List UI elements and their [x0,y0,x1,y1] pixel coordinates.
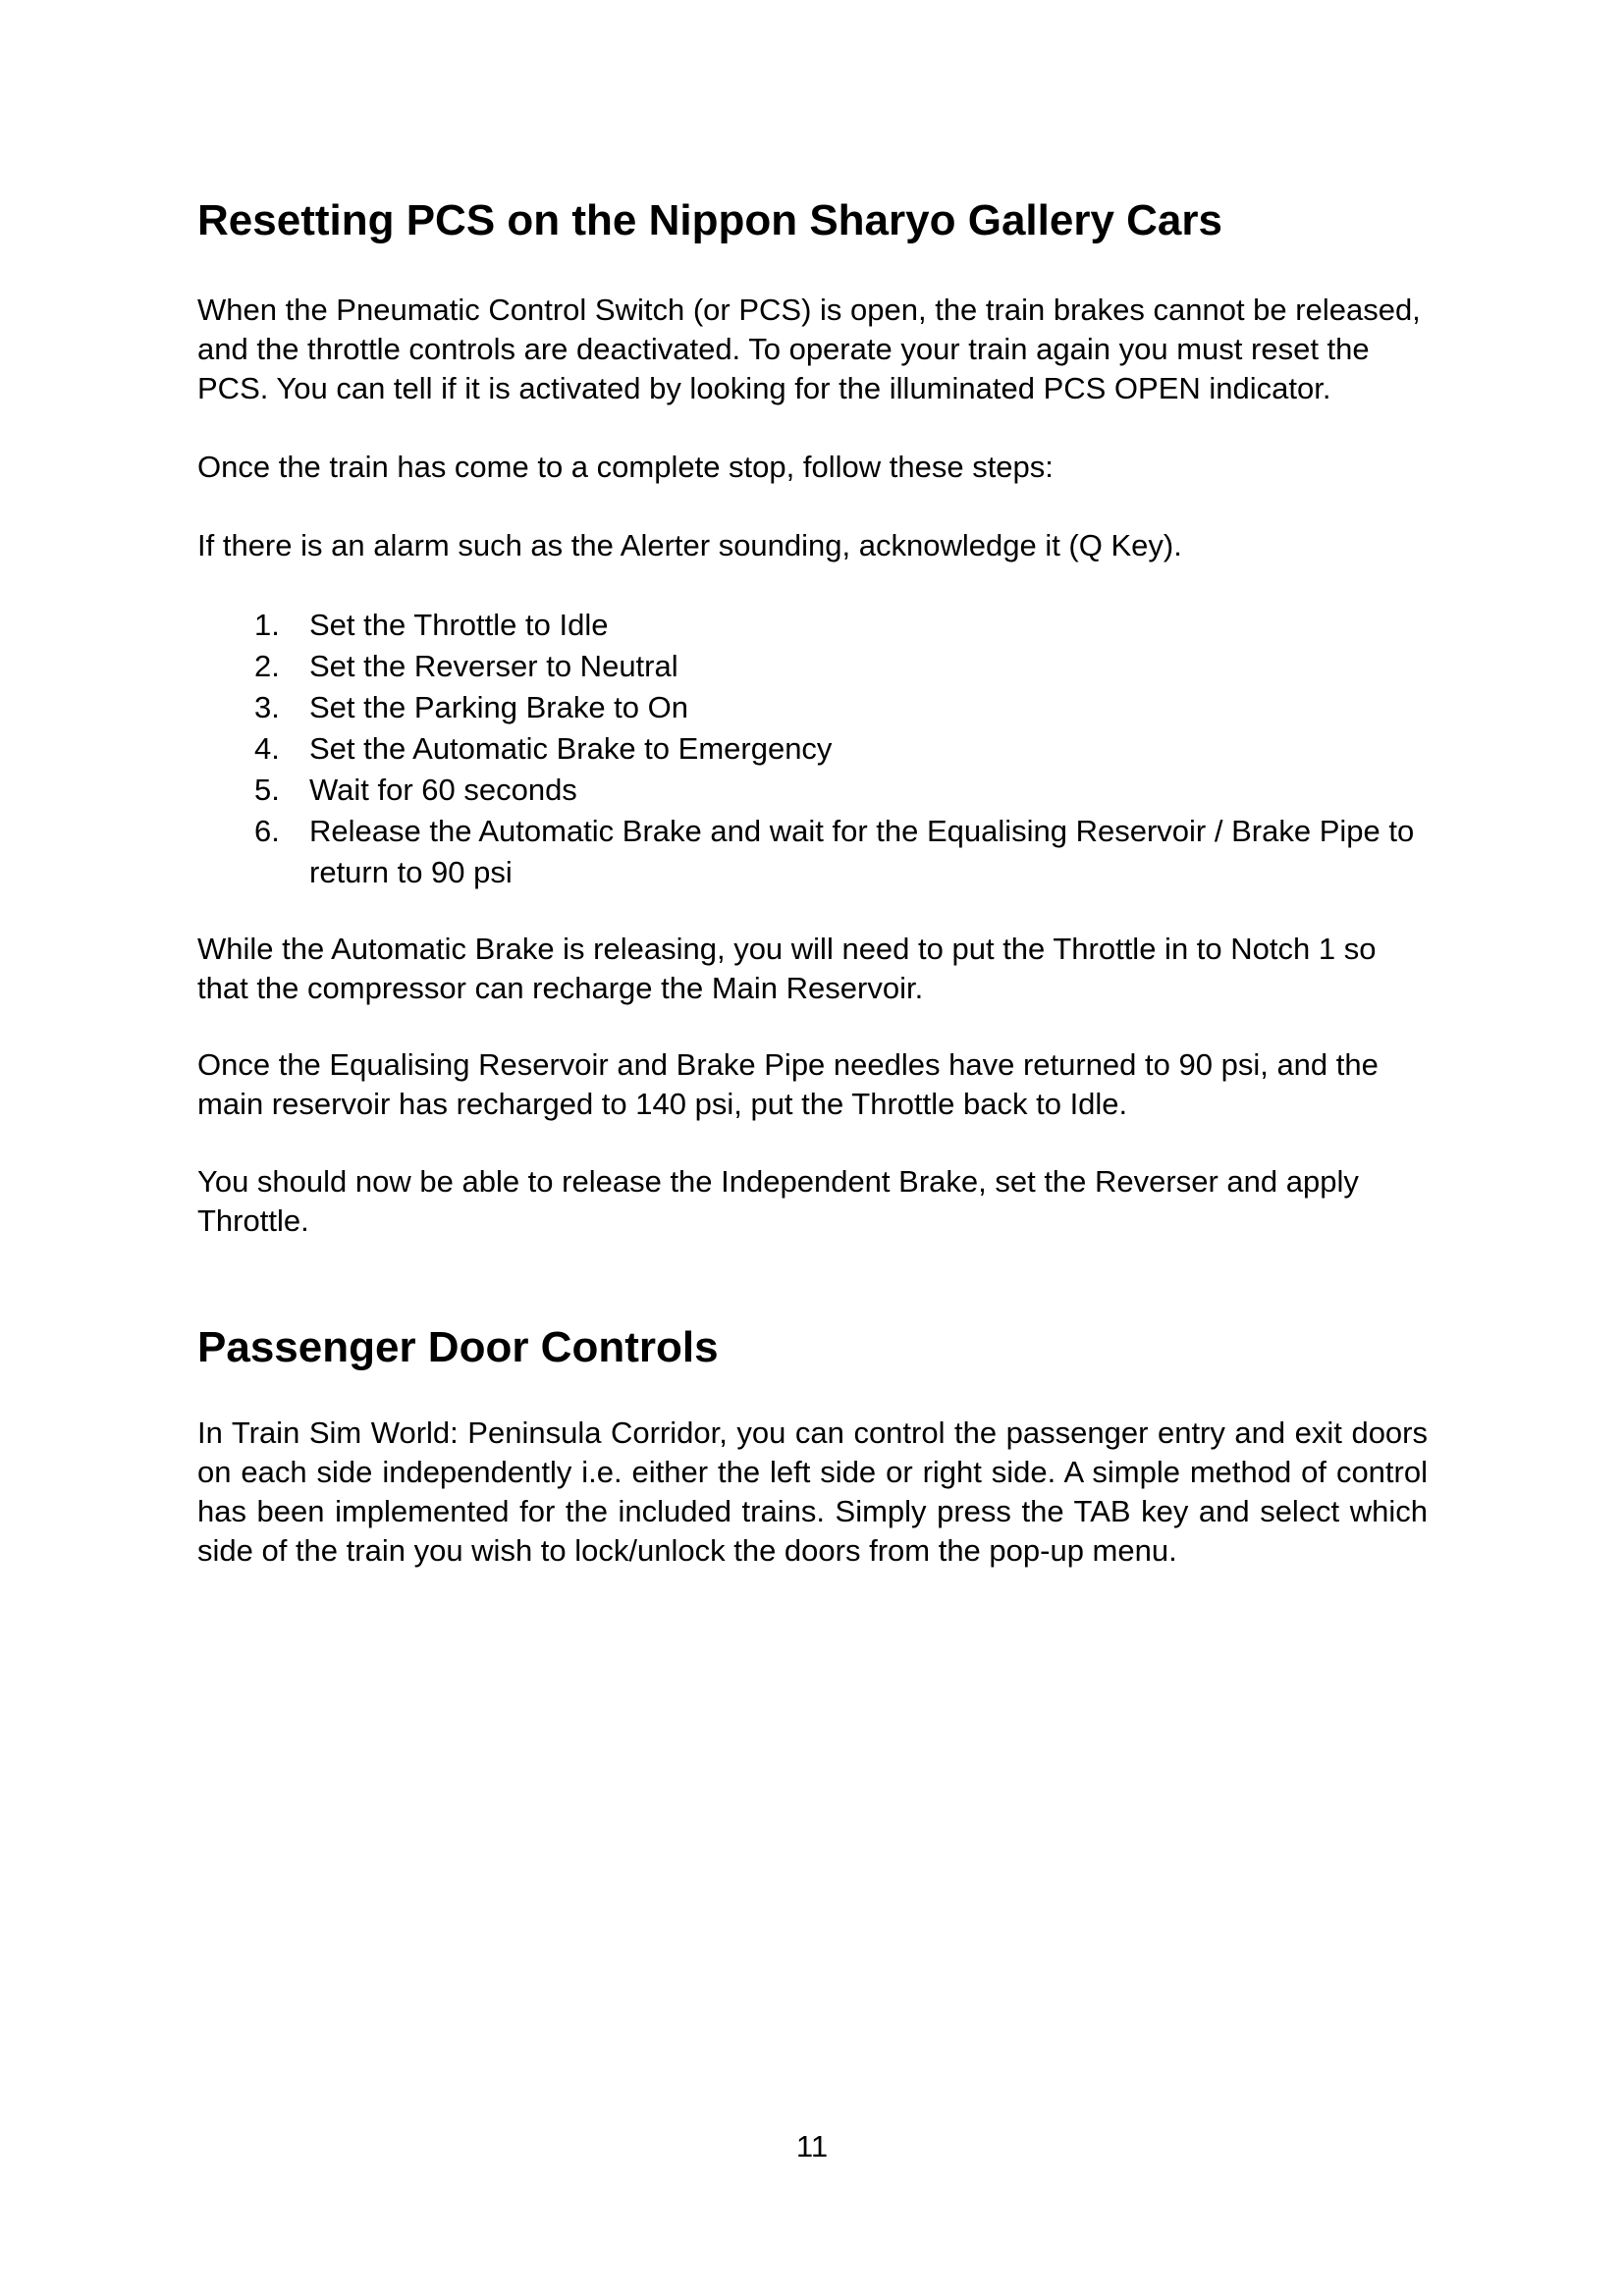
paragraph-alarm-note: If there is an alarm such as the Alerter sounding, acknowledge it (Q Key). [197,528,1182,562]
list-item-number: 3. [254,690,280,724]
list-item-text: Set the Automatic Brake to Emergency [309,731,833,766]
list-item [197,770,1428,811]
paragraph-doors-body: In Train Sim World: Peninsula Corridor, you can control the passenger entry and exit doors on each side independently i.e. either the left side or right side. A simple method of control has been implemented for the included trains. Simply press the TAB key and select which side of the train you wish to lock/unlock the doors from the pop-up menu. [197,1415,1428,1568]
paragraph-ready-note: You should now be able to release the Independent Brake, set the Reverser and apply Throttle. [197,1164,1359,1238]
list-item [197,605,1428,646]
list-item-text: Set the Reverser to Neutral [309,649,678,683]
list-item-text: Wait for 60 seconds [309,773,577,807]
page-content [197,0,1428,1571]
list-item-number: 2. [254,649,280,683]
list-item-number: 4. [254,731,280,766]
list-item-number: 1. [254,608,280,642]
list-item-number: 5. [254,773,280,807]
paragraph-recharge-note: Once the Equalising Reservoir and Brake Pipe needles have returned to 90 psi, and the main reservoir has recharged to 140 psi, put the Throttle back to Idle. [197,1047,1379,1121]
list-item [197,728,1428,770]
list-item [197,646,1428,687]
list-item-text: Set the Parking Brake to On [309,690,688,724]
paragraph-steps-lead: Once the train has come to a complete stop, follow these steps: [197,450,1054,484]
list-item-number: 6. [254,814,280,848]
page-number: 11 [795,2129,829,2163]
paragraph-pcs-intro: When the Pneumatic Control Switch (or PCS) is open, the train brakes cannot be released, and the throttle controls are deactivated. To operate your train again you must reset the PCS. You can tell if it is activated by looking for the illuminated PCS OPEN indicator. [197,293,1421,405]
list-item-text: Set the Throttle to Idle [309,608,609,642]
paragraph-releasing-note: While the Automatic Brake is releasing, you will need to put the Throttle in to Notch 1 so that the compressor can recharge the Main Reservoir. [197,932,1377,1005]
pcs-reset-steps-list [197,605,1428,893]
list-item [197,811,1428,893]
list-item [197,687,1428,728]
section-title-passenger-doors: Passenger Door Controls [197,1323,719,1371]
list-item-text: Release the Automatic Brake and wait for the Equalising Reservoir / Brake Pipe to return to 90 psi [309,814,1415,889]
section-title-resetting-pcs: Resetting PCS on the Nippon Sharyo Gallery Cars [197,196,1222,244]
